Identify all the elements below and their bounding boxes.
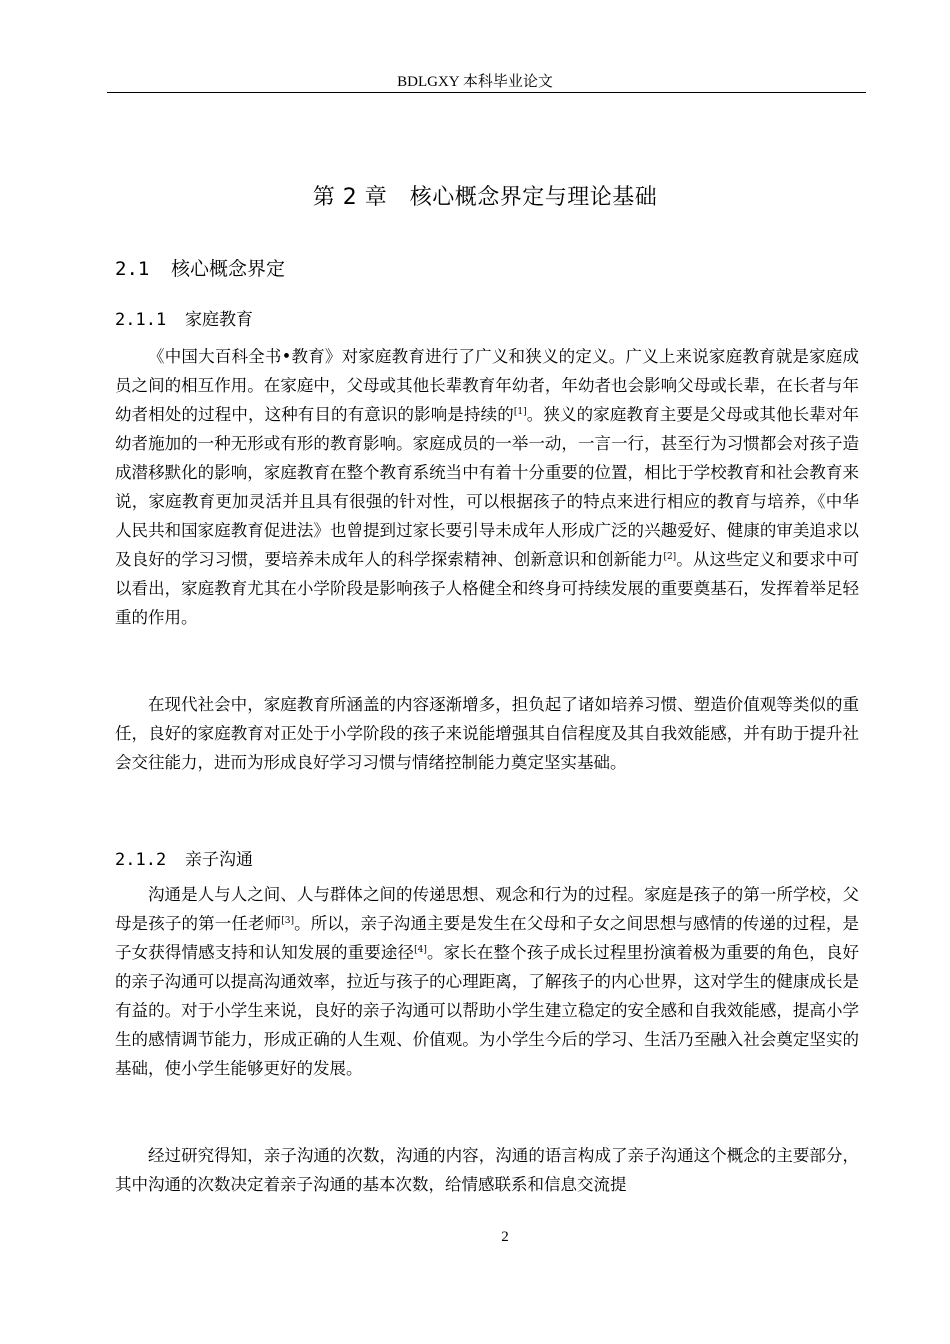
paragraph-text: 。狭义的家庭教育主要是父母或其他长辈对年幼者施加的一种无形或有形的教育影响。家庭成员的一举一动，一言一行，甚至行为习惯都会对孩子造成潜移默化的影响，家庭教育在整个教育系统当中有着十分重要的位置，相比于学校教育和社会教育来说，家庭教育更加灵活并且具有很强的针对性，可以根据孩子的特点来进行相应的教育与培养，《中华人民共和国家庭教育促进法》也曾提到过家长要引导未成年人形成广泛的兴趣爱好、健康的审美追求以及良好的学习习惯，要培养未成年人的科学探索精神、创新意识和创新能力	[115, 405, 860, 569]
page-header-title: BDLGXY 本科毕业论文	[397, 74, 553, 90]
paragraph-text: 《中国大百科全书•教育》对家庭教育进行了广义和狭义的定义。广义上来说家庭教育就是家庭成员之间的相互作用。在家庭中，父母或其他长辈教育年幼者，年幼者也会影响父母或长辈，在长者与年幼者相处的过程中，这种有目的有意识的影响是持续的	[115, 347, 859, 424]
subsection-number: 2.1.1	[115, 310, 167, 330]
subsection-title: 亲子沟通	[185, 850, 253, 870]
paragraph-text: 沟通是人与人之间、人与群体之间的传递思想、观念和行为的过程。家庭是孩子的第一所学校，父母是孩子的第一任老师	[115, 885, 859, 933]
paragraph-text: 。家长在整个孩子成长过程里扮演着极为重要的角色，良好的亲子沟通可以提高沟通效率，拉近与孩子的心理距离，了解孩子的内心世界，这对学生的健康成长是有益的。对于小学生来说，良好的亲子沟通可以帮助小学生建立稳定的安全感和自我效能感，提高小学生的感情调节能力，形成正确的人生观、价值观。为小学生今后的学习、生活乃至融入社会奠定坚实的基础，使小学生能够更好的发展。	[115, 943, 860, 1078]
page-number: 2	[501, 1229, 509, 1245]
subsection-title: 家庭教育	[185, 310, 253, 330]
chapter-title: 第 2 章 核心概念界定与理论基础	[312, 185, 658, 210]
subsection-number: 2.1.2	[115, 850, 167, 870]
section-number: 2.1	[115, 258, 150, 280]
section-heading-2-1	[115, 254, 285, 281]
citation-ref-1: [1]	[513, 407, 527, 417]
paragraph-text: 。从这些定义和要求中可以看出，家庭教育尤其在小学阶段是影响孩子人格健全和终身可持续发展的重要奠基石，发挥着举足轻重的作用。	[115, 550, 860, 627]
paragraph-communication-components: 经过研究得知，亲子沟通的次数，沟通的内容，沟通的语言构成了亲子沟通这个概念的主要部分，其中沟通的次数决定着亲子沟通的基本次数，给情感联系和信息交流提	[115, 1146, 859, 1194]
subsection-heading-2-1-2	[115, 845, 253, 870]
subsection-heading-2-1-1	[115, 305, 253, 330]
citation-ref-3: [3]	[281, 916, 294, 926]
paragraph-modern-family-education: 在现代社会中，家庭教育所涵盖的内容逐渐增多，担负起了诸如培养习惯、塑造价值观等类似的重任，良好的家庭教育对正处于小学阶段的孩子来说能增强其自信程度及其自我效能感，并有助于提升社会交往能力，进而为形成良好学习习惯与情绪控制能力奠定坚实基础。	[115, 695, 859, 772]
section-title: 核心概念界定	[171, 258, 286, 280]
paragraph-parent-child-communication	[115, 880, 859, 1083]
citation-ref-2: [2]	[663, 552, 677, 562]
paragraph-text: 。所以，亲子沟通主要是发生在父母和子女之间思想与感情的传递的过程，是子女获得情感支持和认知发展的重要途径	[115, 914, 860, 962]
header-divider	[107, 92, 866, 93]
paragraph-family-education-definition	[115, 342, 859, 632]
citation-ref-4: [4]	[414, 945, 427, 955]
